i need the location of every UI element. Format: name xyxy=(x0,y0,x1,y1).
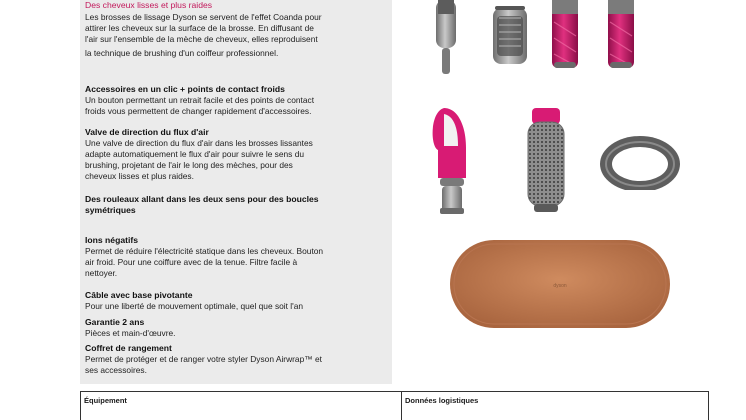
section-heading: Ions négatifs xyxy=(85,235,139,245)
styler-handle xyxy=(436,0,456,74)
section-click-accessories xyxy=(85,84,385,117)
text-line: ses accessoires. xyxy=(85,364,147,375)
text-line: l'air sur l'ensemble de la mèche de cheveux, elles reproduisent xyxy=(85,33,318,44)
text-line: Les brosses de lissage Dyson se servent de l'effet Coanda pour xyxy=(85,11,322,22)
airwrap-barrel-left xyxy=(552,0,578,68)
smoothing-brush-attachment xyxy=(493,6,527,64)
case-logo: dyson xyxy=(553,283,567,289)
text-line: adapte automatiquement le flux d'air pour suivre le sens du xyxy=(85,148,305,159)
section-heading: Accessoires en un clic + points de contact froids xyxy=(85,84,285,94)
section-smooth-hair xyxy=(85,0,385,59)
storage-case xyxy=(450,240,670,328)
section-storage-case xyxy=(85,343,385,376)
info-table xyxy=(80,391,709,420)
text-line: Permet de réduire l'électricité statique dans les cheveux. Bouton xyxy=(85,245,324,256)
section-text xyxy=(85,138,385,183)
section-heading: Garantie 2 ans xyxy=(85,317,145,327)
section-heading: Coffret de rangement xyxy=(85,343,172,353)
round-diffuser-ring xyxy=(600,136,680,198)
logistics-header: Données logistiques xyxy=(401,392,709,420)
product-images xyxy=(400,0,746,384)
text-line: Un bouton permettant un retrait facile et des points de contact xyxy=(85,94,315,105)
airwrap-barrel-right xyxy=(608,0,634,68)
section-heading: Câble avec base pivotante xyxy=(85,290,193,300)
text-line: air froid. Pour une coiffure avec de la tenue. Filtre facile à xyxy=(85,256,298,267)
section-heading: Valve de direction du flux d'air xyxy=(85,127,209,137)
text-line: nettoyer. xyxy=(85,267,118,278)
text-line: brushing, projetant de l'air le long des mèches, pour des xyxy=(85,159,293,170)
text-line: Permet de protéger et de ranger votre styler Dyson Airwrap™ et xyxy=(85,353,322,364)
text-line: attirer les cheveux sur la surface de la brosse. En diffusant de xyxy=(85,22,314,33)
text-line: cheveux lisses et plus raides. xyxy=(85,171,194,182)
section-airflow-valve xyxy=(85,127,385,182)
section-text xyxy=(85,95,385,117)
text-line: la technique de brushing d'un coiffeur professionnel. xyxy=(85,48,279,59)
pre-styling-dryer xyxy=(433,108,466,214)
text-line: Une valve de direction du flux d'air dans les brosses lissantes xyxy=(85,137,313,148)
section-heading-line: symétriques xyxy=(85,204,136,215)
section-text xyxy=(85,12,385,60)
section-heading-line: Des rouleaux allant dans les deux sens pour des boucles xyxy=(85,194,319,204)
features-text-column xyxy=(80,0,392,384)
section-text xyxy=(85,354,385,376)
equipment-header: Équipement xyxy=(80,392,401,420)
round-volumizing-brush xyxy=(528,108,564,212)
section-text xyxy=(85,246,385,280)
section-rollers xyxy=(85,194,385,215)
section-swivel-cable xyxy=(85,290,385,312)
section-heading: Des cheveux lisses et plus raides xyxy=(85,0,213,10)
section-text: Pièces et main-d'œuvre. xyxy=(85,327,176,338)
section-negative-ions xyxy=(85,235,385,279)
text-line: froids vous permettent de changer rapidement d'accessoires. xyxy=(85,105,312,116)
section-warranty xyxy=(85,317,385,339)
product-illustration xyxy=(400,0,746,384)
section-text: Pour une liberté de mouvement optimale, quel que soit l'an xyxy=(85,300,304,311)
